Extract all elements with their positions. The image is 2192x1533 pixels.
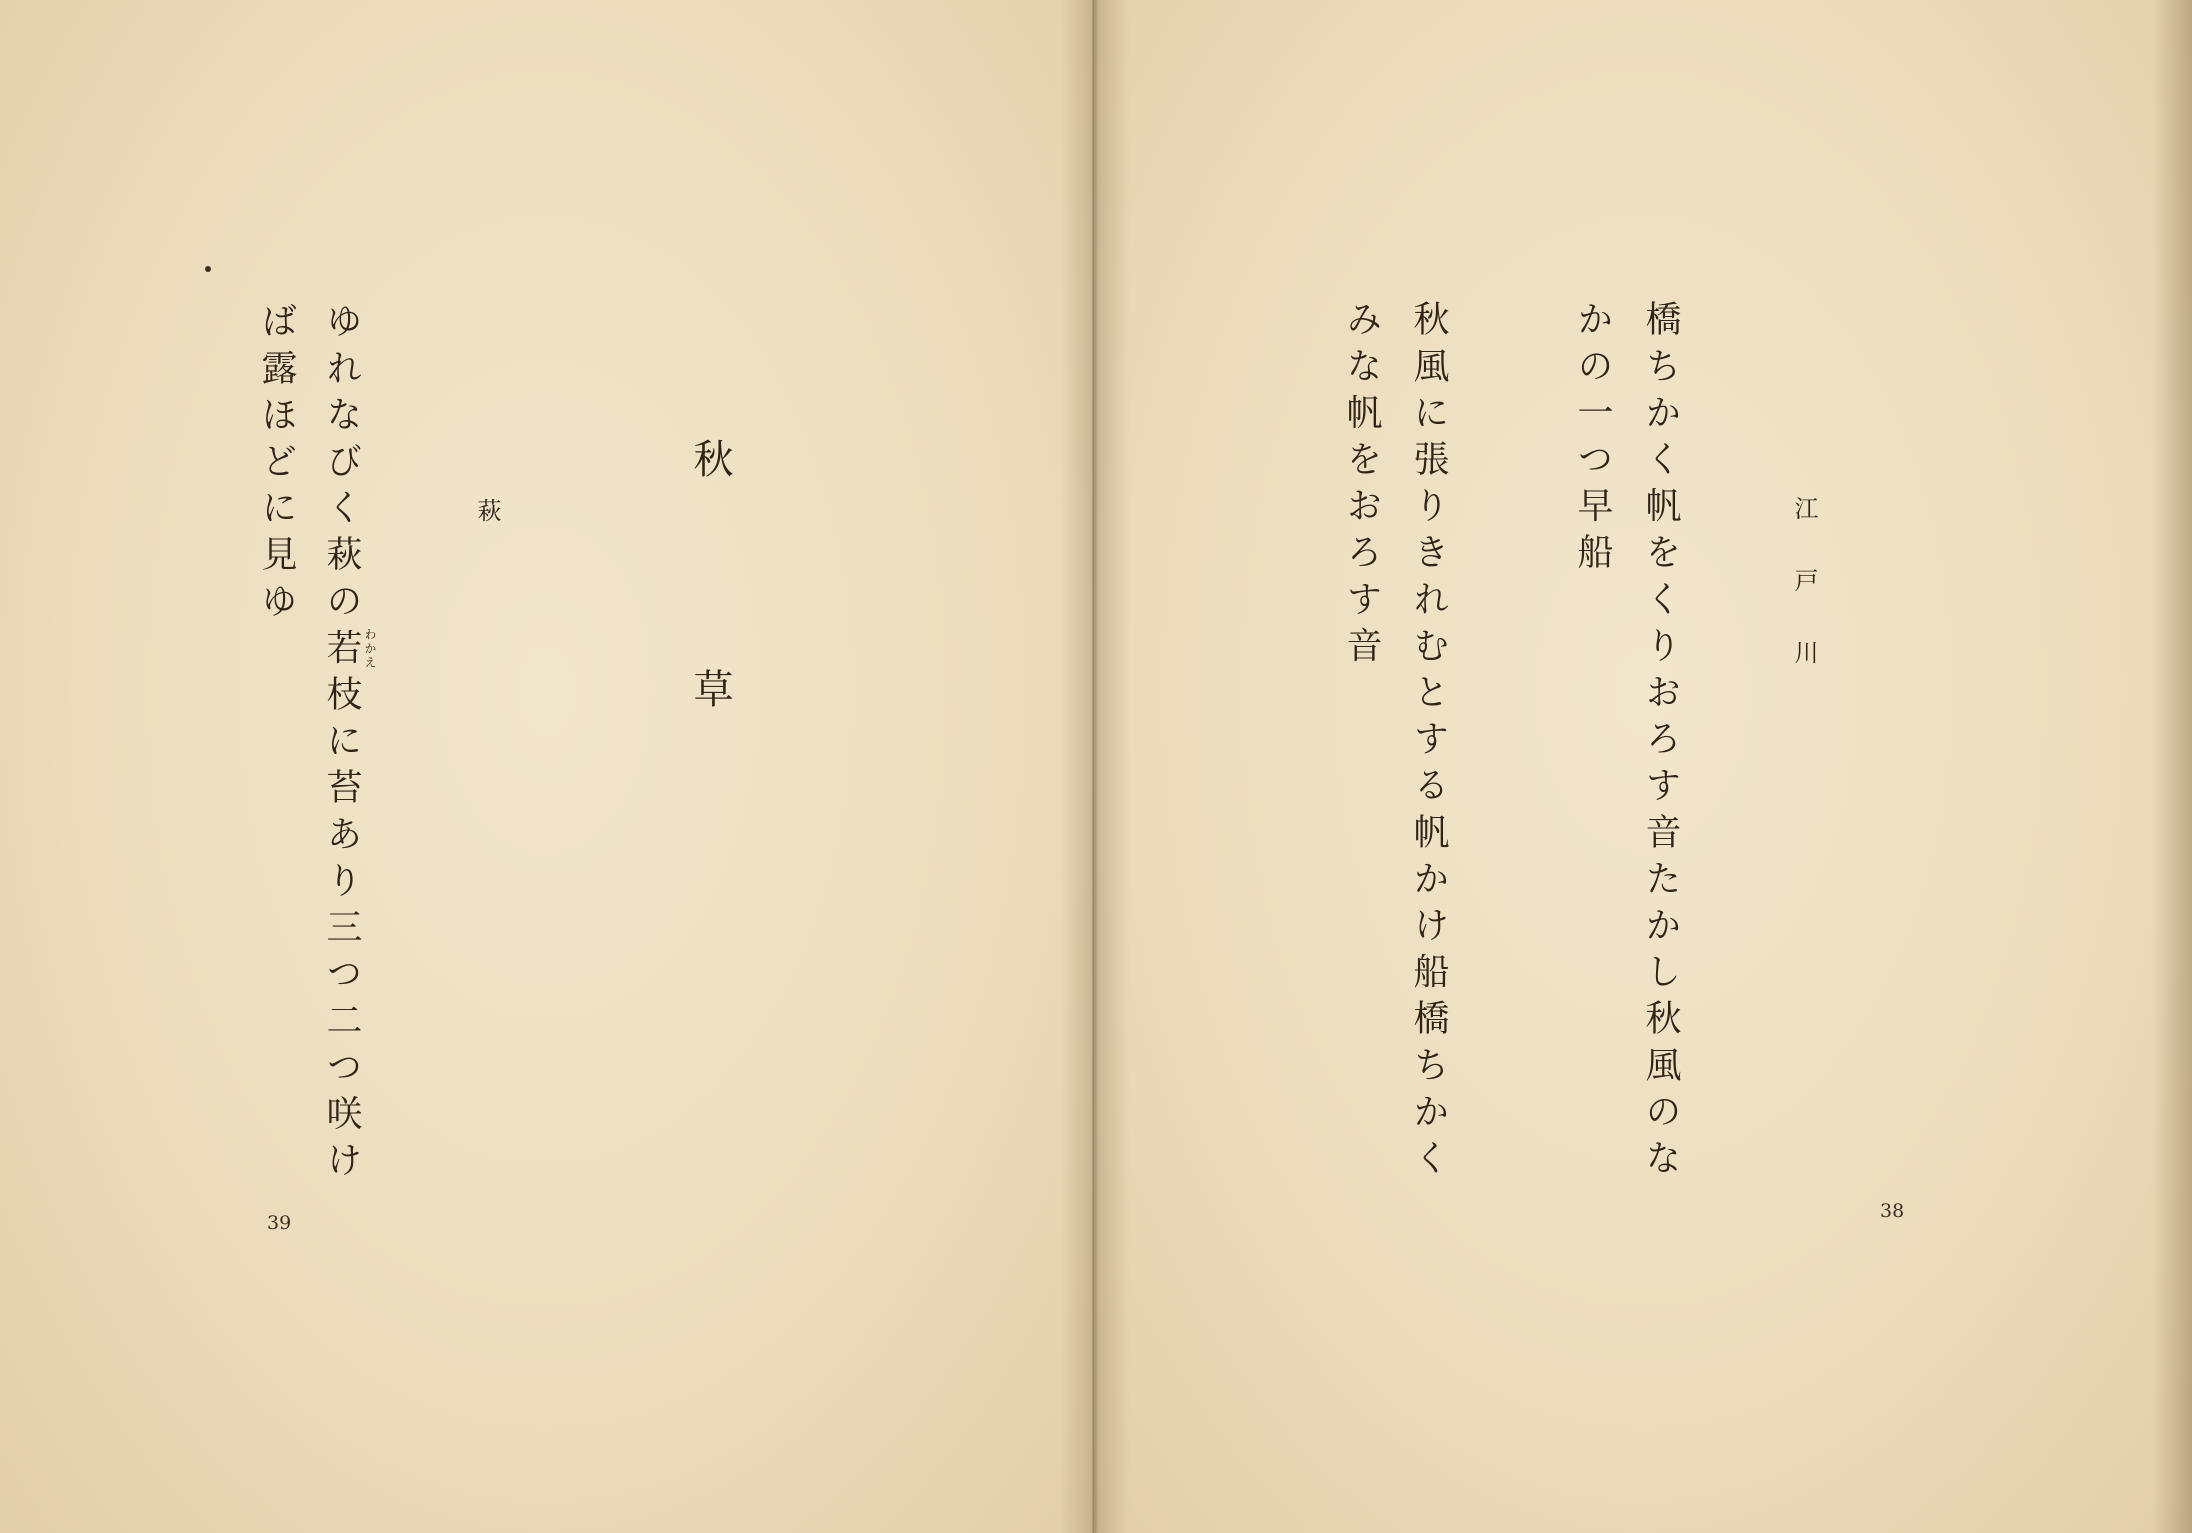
- ink-speck: [205, 266, 211, 272]
- poem-heading: 萩: [473, 498, 501, 522]
- book-gutter: [1060, 0, 1130, 1533]
- page-edge-shadow: [2152, 0, 2192, 1533]
- poem-line-2: ば露ほどに見ゆ: [256, 302, 297, 629]
- poem-line-1: ゆれなびく萩の若枝に苔あり三つ二つ咲け: [321, 302, 362, 1188]
- poem1-line-2: かの一つ早船: [1572, 300, 1613, 580]
- poem2-line-2: みな帆をおろす音: [1341, 300, 1382, 673]
- section-title: 秋草: [687, 438, 733, 898]
- ruby-annotation: わかえ: [363, 628, 377, 670]
- page-number-right: 38: [1880, 1200, 1905, 1222]
- poem1-line-1: 橋ちかく帆をくりおろす音たかし秋風のな: [1640, 300, 1681, 1186]
- left-page: [0, 0, 1093, 1533]
- poem-heading: 江戸川: [1790, 496, 1818, 712]
- right-page: [1094, 0, 2192, 1533]
- page-number-left: 39: [267, 1212, 292, 1234]
- poem2-line-1: 秋風に張りきれむとする帆かけ船橋ちかく: [1408, 300, 1449, 1186]
